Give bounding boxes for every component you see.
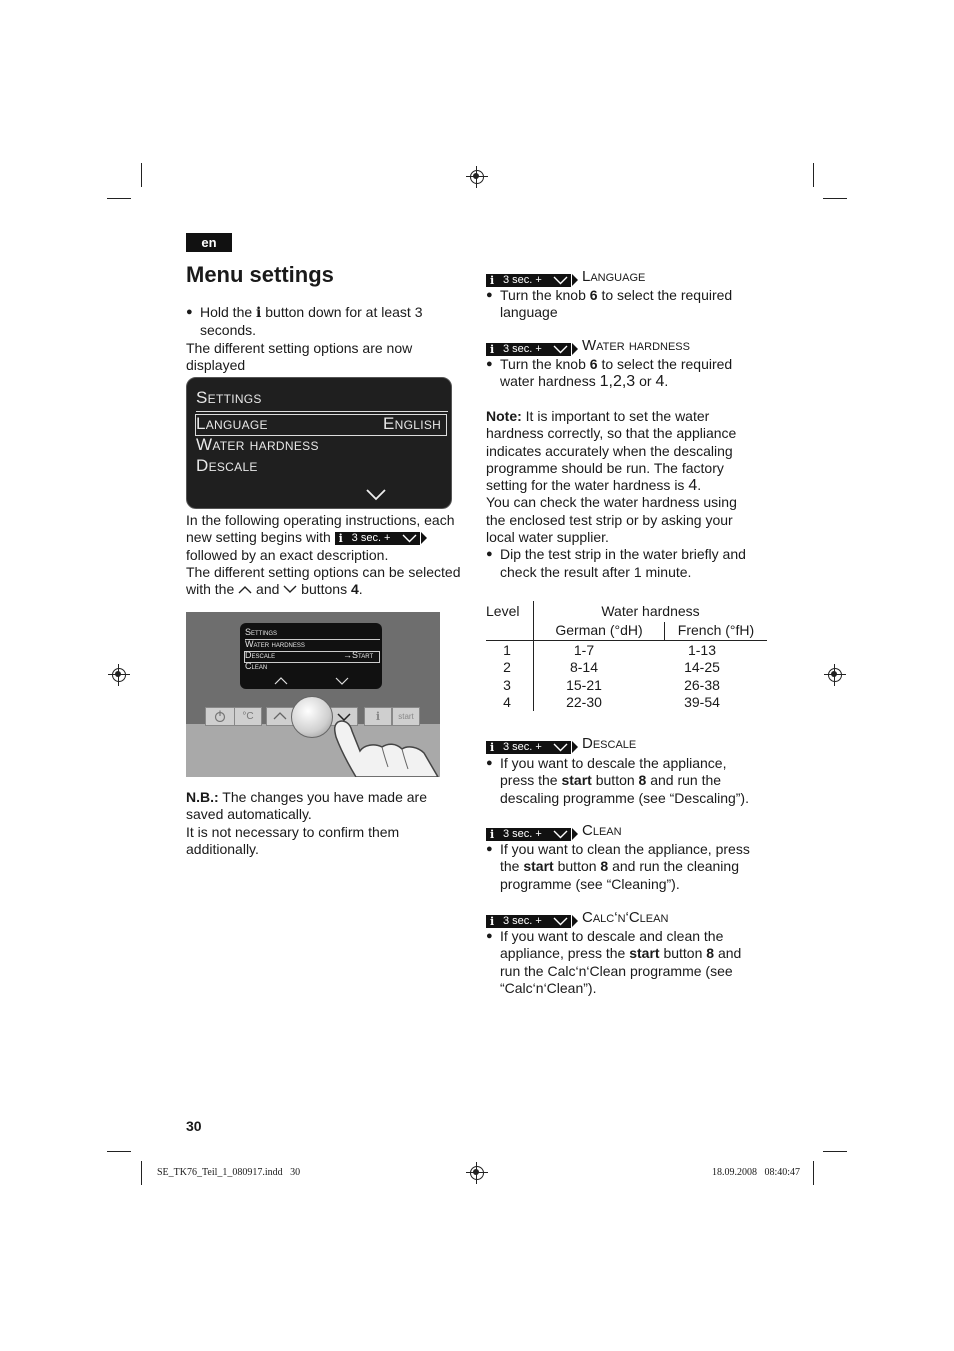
chevron-up-icon [273, 712, 287, 720]
section-descale-title: Descale [582, 735, 637, 752]
chevron-up-icon [238, 585, 252, 594]
registration-mark-icon [826, 666, 844, 684]
registration-mark-icon [468, 1164, 486, 1182]
table-cell: 26-38 [684, 676, 720, 693]
info-icon: i [490, 827, 495, 841]
pointing-hand-icon [326, 717, 440, 777]
chevron-down-icon [283, 585, 297, 594]
chevron-down-icon [553, 917, 568, 926]
chevron-down-icon [365, 488, 387, 502]
intro-text: Hold the [200, 304, 257, 320]
button-number: 8 [600, 858, 609, 875]
table-h-divider [486, 640, 767, 641]
table-row [486, 694, 767, 711]
section-descale-body [486, 755, 761, 807]
section-language-title: Language [582, 268, 646, 285]
info-icon: i [338, 532, 343, 546]
intro-line: The different setting options are now displayed [186, 339, 413, 373]
nb-text: The changes you have made are saved automatically. [186, 789, 427, 823]
start-label: start [629, 945, 660, 962]
nb-line2: It is not necessary to confirm them additionally. [186, 823, 400, 857]
table-row [486, 642, 767, 659]
note-text: . [697, 477, 702, 494]
section-clean-header [486, 822, 622, 841]
language-tab: en [186, 233, 232, 252]
bullet-text: If you want to descale and clean the appliance, press the [500, 928, 724, 962]
bullet-text: . [664, 373, 669, 390]
photo-display-line1: Settings [245, 627, 278, 637]
info-icon: i [490, 273, 495, 287]
display-row-language-value: English [383, 414, 442, 433]
intro-block [186, 304, 456, 374]
table-cell: 3 [503, 676, 511, 693]
note-para [486, 408, 756, 494]
para-text: followed by an exact description. [186, 546, 389, 563]
crop-mark [823, 1151, 847, 1152]
start-label: start [523, 858, 554, 875]
control-panel-photo [186, 612, 440, 777]
table-header-level: Level [486, 603, 520, 619]
crop-mark [813, 1161, 814, 1185]
knob-number: 6 [589, 287, 598, 303]
photo-display-line3: Descale [245, 650, 276, 660]
step-badge [486, 828, 578, 841]
hardness-values: 4 [655, 373, 665, 391]
crop-mark [107, 1151, 131, 1152]
table-cell: 1-7 [573, 642, 595, 658]
table-cell: 2 [503, 659, 511, 676]
section-water-body [486, 356, 756, 391]
info-icon: i [490, 914, 495, 928]
info-icon: i [490, 342, 495, 356]
display-row-water: Water hardness [196, 435, 319, 454]
info-button[interactable]: i [364, 707, 392, 726]
bullet-text: and run the descaling programme (see “Descaling”). [500, 772, 749, 806]
settings-display [186, 377, 452, 509]
bullet-text: and run the Calc‘n‘Clean programme (see “Calc‘n‘Clean”). [500, 945, 742, 996]
table-cell: 1-13 [687, 642, 717, 658]
photo-display-line4: Clean [245, 661, 268, 671]
instructions-block [186, 512, 466, 598]
display-row-language: Language [196, 414, 268, 433]
table-cell: 14-25 [684, 659, 720, 676]
up-button[interactable] [266, 707, 294, 726]
table-cell: 1 [503, 642, 511, 658]
note-label: Note: [486, 408, 522, 424]
page-number: 30 [186, 1118, 202, 1134]
chevron-down-icon [335, 677, 349, 685]
photo-display [240, 623, 382, 689]
hardness-values: 1,2,3 [599, 373, 636, 391]
water-bullet [486, 356, 756, 391]
check-text: You can check the water hardness using the enclosed test strip or by asking your local water supplier. [486, 494, 737, 546]
section-calc-title: Calc‘n‘Clean [582, 909, 669, 926]
step-badge [486, 343, 578, 356]
para-text: buttons [301, 581, 348, 598]
intro-text: button down for at least 3 seconds. [200, 304, 423, 339]
instructions-para1 [186, 512, 466, 547]
calc-bullet [486, 928, 756, 997]
table-header-group: Water hardness [601, 603, 700, 619]
bullet-text: button [591, 772, 639, 789]
clean-bullet [486, 841, 761, 893]
step-badge [335, 532, 427, 545]
badge-text: 3 sec. + [351, 532, 391, 545]
table-row [486, 677, 767, 694]
footer-date: 18.09.2008 08:40:47 [712, 1167, 801, 1178]
section-calc-body [486, 928, 756, 997]
start-button[interactable]: start [392, 707, 420, 726]
button-number: 8 [706, 945, 715, 962]
chevron-down-icon [553, 830, 568, 839]
start-label: start [561, 772, 592, 789]
instructions-para2: The different setting options can be selected with the and buttons 4. [186, 563, 461, 598]
display-divider [196, 411, 448, 412]
bullet-text: to select the required water hardness [500, 356, 733, 390]
section-clean-title: Clean [582, 822, 622, 839]
table-cell: 4 [503, 693, 511, 710]
table-header-german: German (°dH) [555, 622, 643, 638]
table-cell: 22-30 [566, 693, 602, 710]
table-body [486, 642, 767, 711]
bullet-text: Turn the knob [500, 287, 590, 303]
bullet-text: If you want to descale the appliance, press the [500, 755, 727, 789]
language-bullet [486, 287, 756, 322]
crop-mark [813, 163, 814, 187]
crop-mark [823, 198, 847, 199]
display-row-descale: Descale [196, 456, 258, 475]
para-text: and [256, 581, 280, 598]
power-icon [214, 710, 226, 722]
registration-mark-icon [468, 168, 486, 186]
crop-mark [107, 198, 131, 199]
chevron-down-icon [553, 345, 568, 354]
descale-bullet [486, 755, 761, 807]
button-number: 8 [638, 772, 647, 789]
button-number: 4 [351, 581, 359, 598]
badge-text: 3 sec. + [503, 827, 542, 840]
table-cell: 39-54 [684, 693, 720, 710]
badge-text: 3 sec. + [503, 342, 542, 355]
registration-mark-icon [110, 666, 128, 684]
section-language-header [486, 268, 646, 287]
note-value: 4 [688, 477, 698, 495]
section-calc-header [486, 909, 669, 928]
display-header: Settings [196, 388, 262, 407]
bullet-text: or [635, 373, 656, 390]
page-title: Menu settings [186, 262, 334, 287]
section-descale-header [486, 735, 637, 754]
badge-text: 3 sec. + [503, 273, 542, 286]
intro-bullet [186, 304, 456, 340]
power-button[interactable] [205, 707, 235, 726]
step-badge [486, 915, 578, 928]
step-badge [486, 741, 578, 754]
info-icon: i [490, 740, 495, 754]
bullet-text: to select the required language [500, 287, 733, 321]
bullet-text: button [659, 945, 707, 962]
knob-number: 6 [589, 356, 598, 372]
table-header-french: French (°fH) [677, 622, 755, 638]
nb-para [186, 789, 448, 824]
nb-label: N.B.: [186, 789, 219, 805]
note-block [486, 408, 756, 581]
badge-text: 3 sec. + [503, 914, 542, 927]
bullet-text: button [553, 858, 601, 875]
bullet-text: Turn the knob [500, 356, 590, 372]
para-text: In the following operating instructions, each new setting begins with [186, 512, 455, 546]
chevron-up-icon [274, 677, 288, 685]
crop-mark [141, 1161, 142, 1185]
chevron-down-icon [553, 276, 568, 285]
temperature-button[interactable]: °C [234, 707, 262, 726]
badge-text: 3 sec. + [503, 740, 542, 753]
step-badge [486, 274, 578, 287]
photo-display-line2: Water hardness [245, 639, 305, 649]
section-language-body [486, 287, 756, 322]
bullet-text: and run the cleaning programme (see “Cleaning”). [500, 858, 739, 892]
para-text: The different setting options can be selected with the [186, 563, 461, 598]
section-water-title: Water hardness [582, 337, 690, 354]
footer-file: SE_TK76_Teil_1_080917.indd 30 [157, 1167, 301, 1178]
photo-display-line3-value: →Start [343, 650, 374, 660]
table-cell: 8-14 [569, 659, 599, 676]
dip-bullet: ● Dip the test strip in the water briefly and check the result after 1 minute. [486, 546, 756, 581]
table-row [486, 659, 767, 676]
crop-mark [141, 163, 142, 187]
chevron-down-icon [402, 534, 417, 543]
bullet-text: If you want to clean the appliance, press the [500, 841, 750, 875]
section-clean-body [486, 841, 761, 893]
nb-block [186, 789, 448, 858]
note-text: It is important to set the water hardness correctly, so that the appliance indicates accurately when the descaling programme should be run. The factory setting for the water hardness is [486, 408, 737, 494]
info-icon: i [256, 305, 262, 321]
chevron-down-icon [553, 743, 568, 752]
table-cell: 15-21 [566, 676, 602, 693]
section-water-header [486, 337, 690, 356]
